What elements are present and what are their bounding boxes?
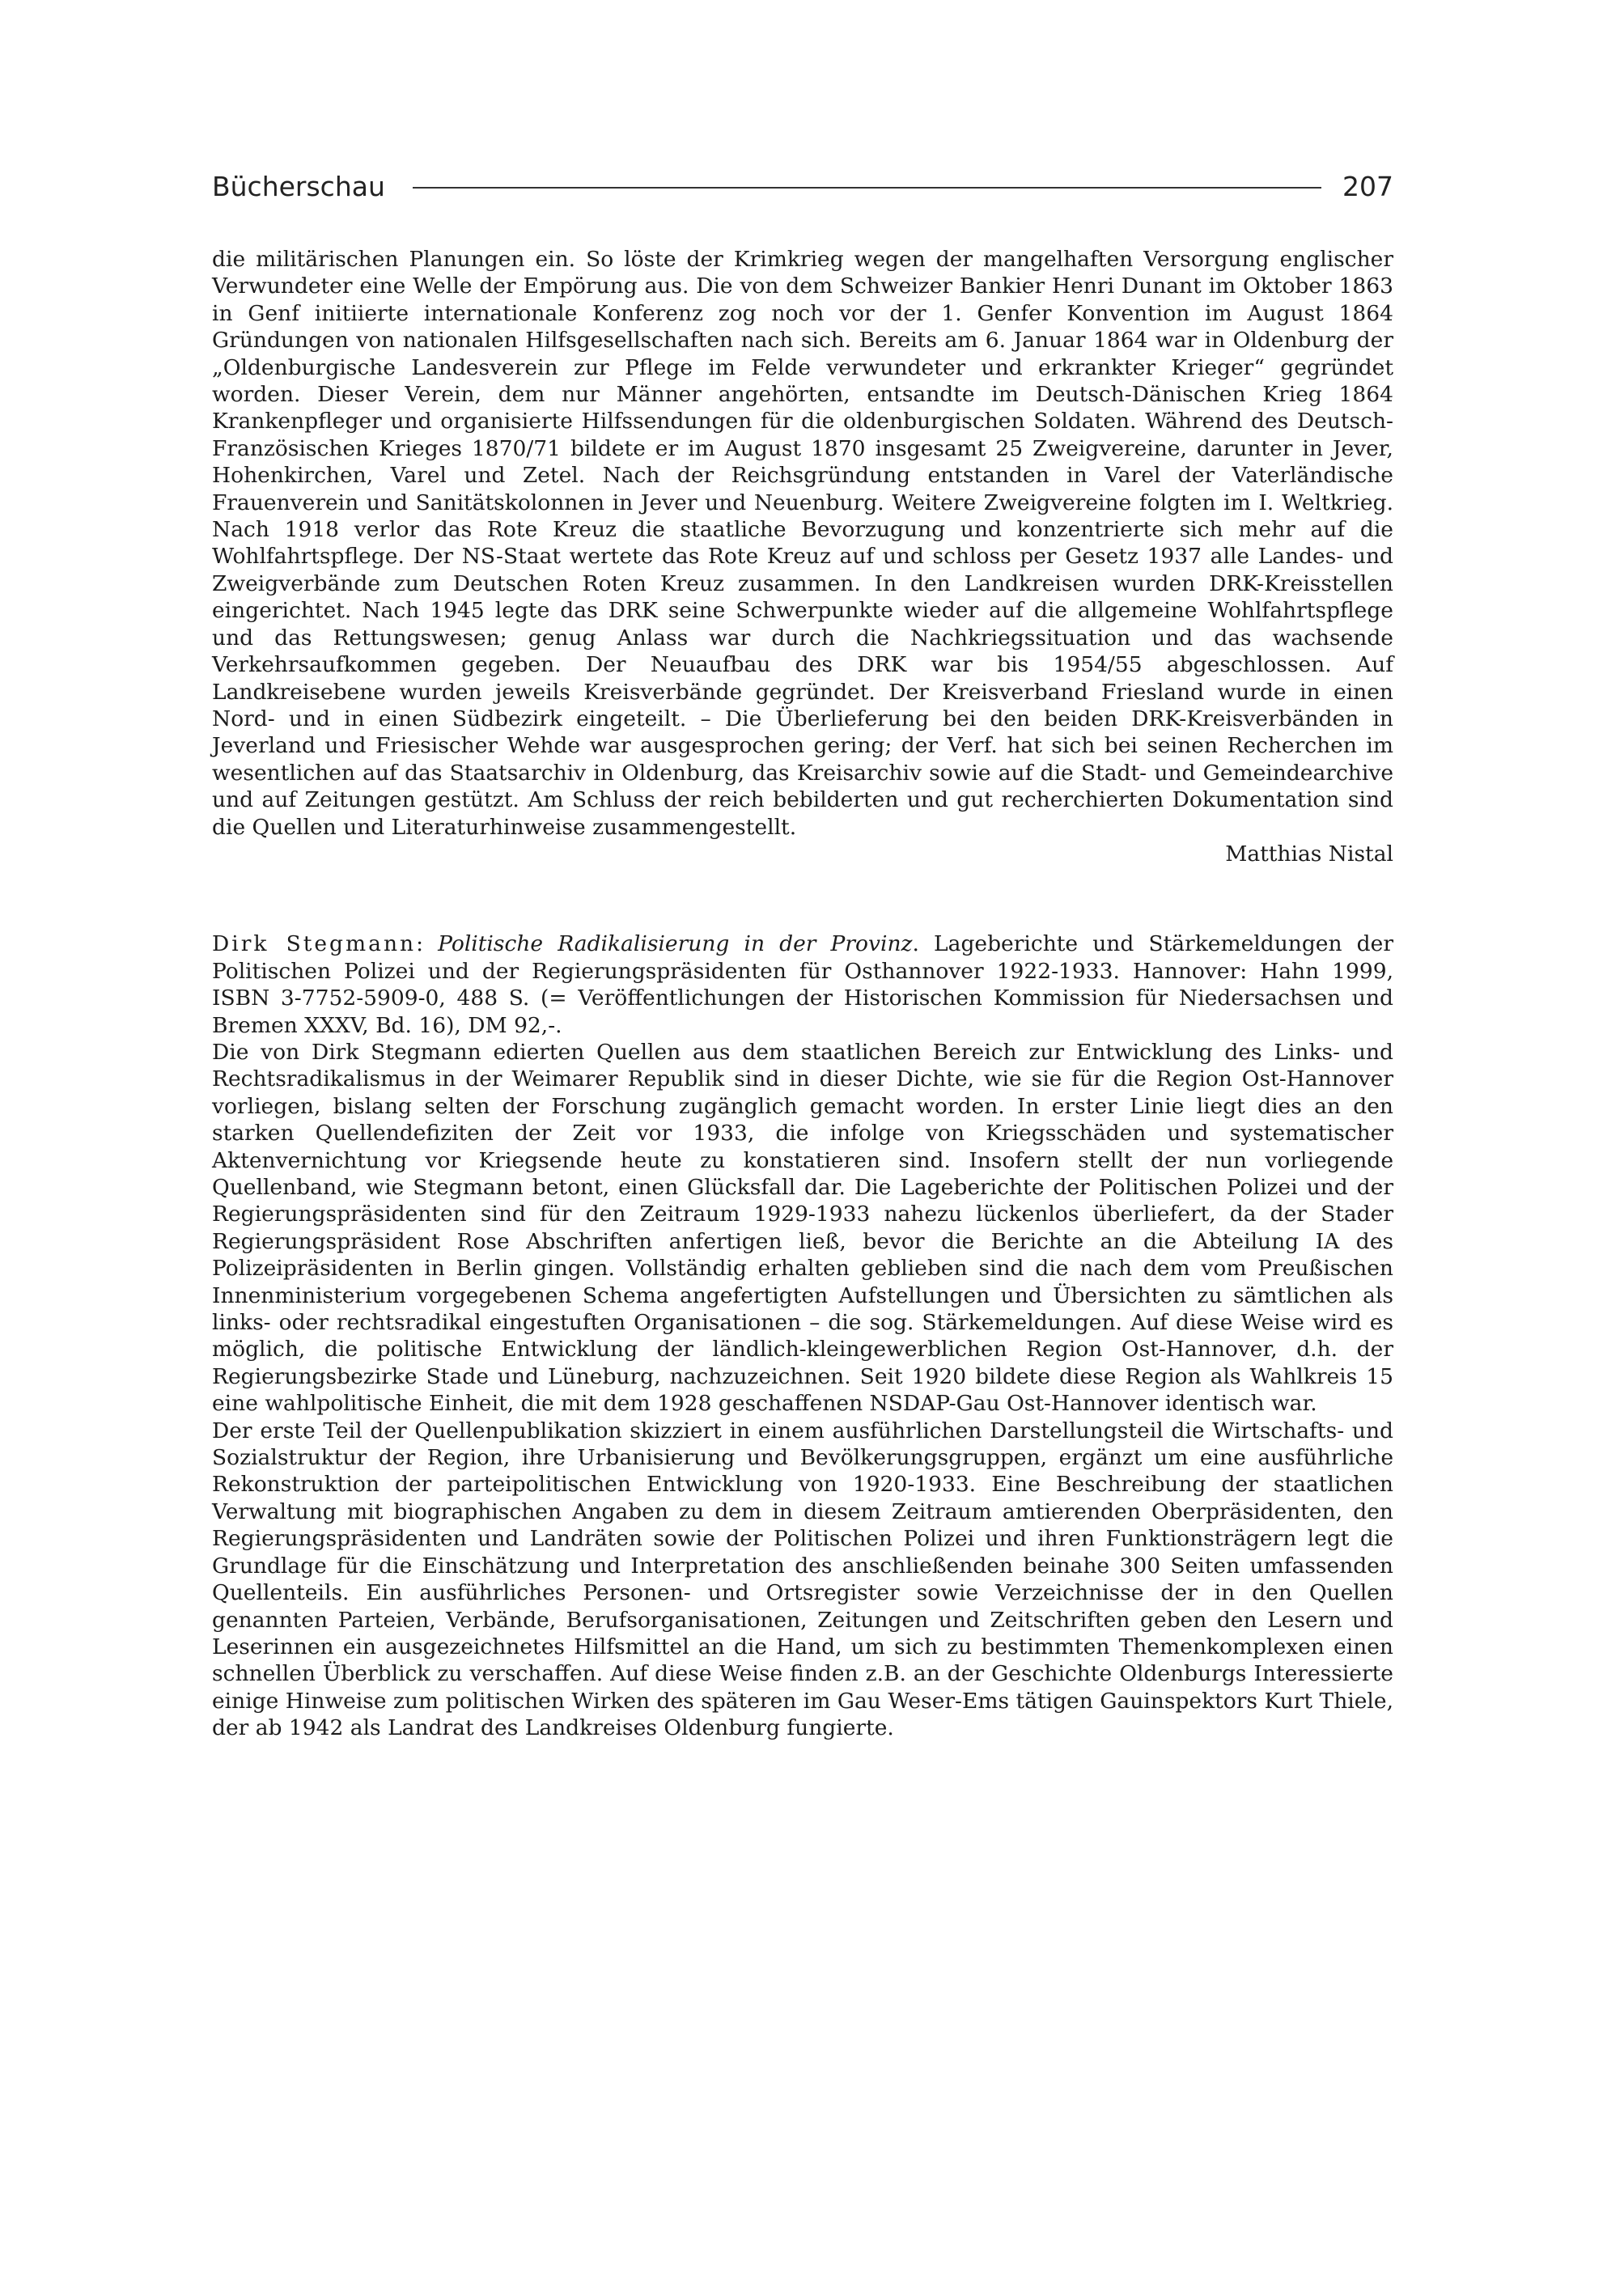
author-separator: : bbox=[416, 931, 439, 957]
review-paragraph: Der erste Teil der Quellenpublikation skizziert in einem ausführlichen Darstellungsteil die Wirtschafts- und Sozialstruktur der Region, ihre Urbanisierung und Bevölkerungsgruppen, ergänzt um eine ausführliche Rekonstruktion der parteipolitischen Entwicklung von 1920-1933. Eine Beschreibung der staatlichen Verwaltung mit biographischen Angaben zu dem in diesem Zeitraum amtierenden Oberpräsidenten, den Regierungspräsidenten und Landräten sowie der Politischen Polizei und ihren Funktionsträgern legt die Grundlage für die Einschätzung und Interpretation des anschließenden beinahe 300 Seiten umfassenden Quellenteils. Ein ausführliches Personen- und Ortsregister sowie Verzeichnisse der in den Quellen genannten Parteien, Verbände, Berufsorganisationen, Zeitungen und Zeitschriften geben den Lesern und Leserinnen ein ausgezeichnetes Hilfsmittel an die Hand, um sich zu bestimmten Themenkomplexen einen schnellen Überblick zu verschaffen. Auf diese Weise finden z.B. an der Geschichte Oldenburgs Interessierte einige Hinweise zum politischen Wirken des späteren im Gau Weser-Ems tätigen Gauinspektors Kurt Thiele, der ab 1942 als Landrat des Landkreises Oldenburg fungierte. bbox=[212, 1418, 1393, 1741]
book-title: Politische Radikalisierung in der Provinz bbox=[438, 931, 913, 957]
running-header bbox=[212, 162, 1393, 210]
section-title: Bücherschau bbox=[212, 170, 385, 202]
review-red-cross-text: die militärischen Planungen ein. So löste der Krimkrieg wegen der mangelhaften Versorgung englischer Verwundeter eine Welle der Empörung aus. Die von dem Schweizer Bankier Henri Dunant im Oktober 1863 in Genf initiierte internationale Konferenz zog noch vor der 1. Genfer Konvention im August 1864 Gründungen von nationalen Hilfsgesellschaften nach sich. Bereits am 6. Januar 1864 war in Oldenburg der „Oldenburgische Landesverein zur Pflege im Felde verwundeter und erkrankter Krieger“ gegründet worden. Dieser Verein, dem nur Männer angehörten, entsandte im Deutsch-Dänischen Krieg 1864 Krankenpfleger und organisierte Hilfssendungen für die oldenburgischen Soldaten. Während des Deutsch-Französischen Krieges 1870/71 bildete er im August 1870 insgesamt 25 Zweigvereine, darunter in Jever, Hohenkirchen, Varel und Zetel. Nach der Reichsgründung entstanden in Varel der Vaterländische Frauenverein und Sanitätskolonnen in Jever und Neuenburg. Weitere Zweigvereine folgten im I. Weltkrieg. Nach 1918 verlor das Rote Kreuz die staatliche Bevorzugung und konzentrierte sich mehr auf die Wohlfahrtspflege. Der NS-Staat wertete das Rote Kreuz auf und schloss per Gesetz 1937 alle Landes- und Zweigverbände zum Deutschen Roten Kreuz zusammen. In den Landkreisen wurden DRK-Kreisstellen eingerichtet. Nach 1945 legte das DRK seine Schwerpunkte wieder auf die allgemeine Wohlfahrtspflege und das Rettungswesen; genug Anlass war durch die Nachkriegssituation und das wachsende Verkehrsaufkommen gegeben. Der Neuaufbau des DRK war bis 1954/55 abgeschlossen. Auf Landkreisebene wurden jeweils Kreisverbände gegründet. Der Kreisverband Friesland wurde in einen Nord- und in einen Südbezirk eingeteilt. – Die Überlieferung bei den beiden DRK-Kreisverbänden in Jeverland und Friesischer Wehde war ausgesprochen gering; der Verf. hat sich bei seinen Recherchen im wesentlichen auf das Staatsarchiv in Oldenburg, das Kreisarchiv sowie auf die Stadt- und Gemeindearchive und auf Zeitungen gestützt. Am Schluss der reich bebilderten und gut recherchierten Dokumentation sind die Quellen und Literaturhinweise zusammengestellt. bbox=[212, 247, 1393, 840]
header-rule bbox=[413, 187, 1321, 189]
review-stegmann bbox=[212, 930, 1393, 1741]
book-citation bbox=[212, 930, 1393, 1039]
citation-details: . Lageberichte und Stärkemeldungen der Politischen Polizei und der Regierungspräsidenten für Osthannover 1922-1933. Hannover: Hahn 1999, ISBN 3-7752-5909-0, 488 S. (= Veröffentlichungen der Historischen Kommission für Niedersachsen und Bremen XXXV, Bd. 16), DM 92,-. bbox=[212, 931, 1393, 1038]
reviewer-signature: Matthias Nistal bbox=[1225, 841, 1393, 867]
page-number: 207 bbox=[1342, 170, 1393, 202]
review-paragraph: Die von Dirk Stegmann edierten Quellen aus dem staatlichen Bereich zur Entwicklung des Links- und Rechtsradikalismus in der Weimarer Republik sind in dieser Dichte, wie sie für die Region Ost-Hannover vorliegen, bislang selten der Forschung zugänglich gemacht worden. In erster Linie liegt dies an den starken Quellendefiziten der Zeit vor 1933, die infolge von Kriegsschäden und systematischer Aktenvernichtung vor Kriegsende heute zu konstatieren sind. Insofern stellt der nun vorliegende Quellenband, wie Stegmann betont, einen Glücksfall dar. Die Lageberichte der Politischen Polizei und der Regierungspräsidenten sind für den Zeitraum 1929-1933 nahezu lückenlos überliefert, da der Stader Regierungspräsident Rose Abschriften anfertigen ließ, bevor die Berichte an die Abteilung IA des Polizeipräsidenten in Berlin gingen. Vollständig erhalten geblieben sind die nach dem vom Preußischen Innenministerium vorgegebenen Schema angefertigten Aufstellungen und Übersichten zu sämtlichen als links- oder rechtsradikal eingestuften Organisationen – die sog. Stärkemeldungen. Auf diese Weise wird es möglich, die politische Entwicklung der ländlich-kleingewerblichen Region Ost-Hannover, d.h. der Regierungsbezirke Stade und Lüneburg, nachzuzeichnen. Seit 1920 bildete diese Region als Wahlkreis 15 eine wahlpolitische Einheit, die mit dem 1928 geschaffenen NSDAP-Gau Ost-Hannover identisch war. bbox=[212, 1039, 1393, 1417]
page bbox=[212, 162, 1393, 1742]
review-red-cross bbox=[212, 246, 1393, 867]
book-author: Dirk Stegmann bbox=[212, 931, 417, 957]
